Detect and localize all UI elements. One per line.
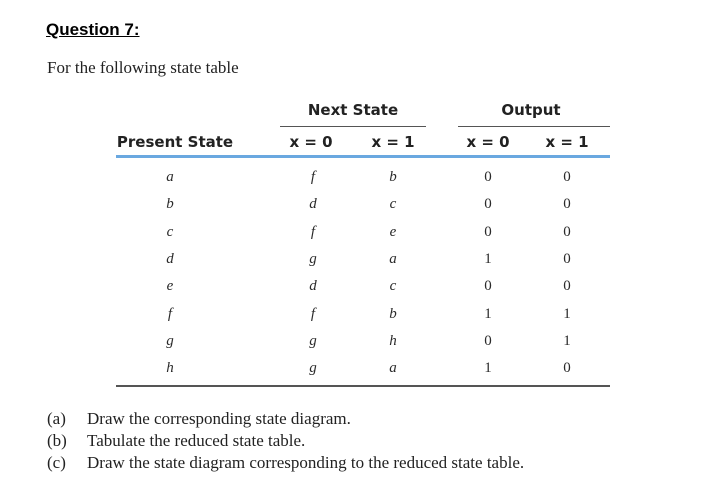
question-b: [47, 431, 305, 451]
output-x0-cell: 0: [484, 169, 492, 185]
output-x1-cell: 0: [563, 360, 571, 377]
output-x0-cell: 0: [484, 196, 492, 213]
present-state-cell: d: [166, 250, 174, 267]
question-a-text: Draw the corresponding state diagram.: [87, 409, 351, 428]
output-x1-cell: 1: [563, 305, 571, 322]
next-state-header: Next State: [307, 101, 399, 119]
intro-text: For the following state table: [47, 58, 239, 77]
next-state-x0-cell: g: [309, 332, 317, 349]
output-x0-cell: 0: [484, 332, 492, 349]
output-x0-cell: 1: [484, 250, 492, 267]
table-bottom-rule: [116, 385, 610, 387]
present-state-cell: g: [166, 332, 174, 349]
out-x0-header: x = 0: [466, 133, 510, 151]
question-a: [47, 409, 351, 429]
next-state-x1-cell: b: [389, 169, 397, 185]
question-b-label: (b): [47, 431, 67, 450]
output-x0-cell: 0: [484, 223, 492, 240]
output-x1-cell: 0: [563, 196, 571, 213]
out-x1-header: x = 1: [545, 133, 589, 151]
output-x1-cell: 1: [563, 332, 571, 349]
header-rule: [116, 155, 610, 158]
question-a-label: (a): [47, 409, 66, 428]
next-state-x0-cell: f: [310, 223, 316, 240]
present-state-cell: f: [167, 305, 173, 322]
output-x0-cell: 1: [484, 360, 492, 377]
next-state-x1-cell: h: [389, 332, 397, 349]
next-state-x0-cell: g: [309, 250, 317, 267]
question-c: [47, 453, 524, 473]
present-state-cell: c: [166, 223, 174, 240]
output-x0-cell: 1: [484, 305, 492, 322]
present-state-cell: a: [166, 169, 174, 185]
next-state-x1-cell: c: [389, 278, 397, 295]
output-header: Output: [501, 101, 561, 119]
question-c-text: Draw the state diagram corresponding to the reduced state table.: [87, 453, 525, 472]
present-state-cell: e: [166, 278, 174, 295]
present-state-header: Present State: [116, 133, 234, 151]
output-x1-cell: 0: [563, 223, 571, 240]
next-state-x0-cell: d: [309, 196, 317, 213]
next-x1-header: x = 1: [371, 133, 415, 151]
next-state-x1-cell: e: [389, 223, 397, 240]
next-state-x1-cell: a: [389, 360, 397, 377]
question-c-label: (c): [47, 453, 66, 472]
next-state-x0-cell: f: [310, 305, 316, 322]
next-state-x0-cell: f: [310, 169, 316, 185]
present-state-cell: h: [166, 360, 174, 377]
output-x1-cell: 0: [563, 169, 571, 185]
question-b-text: Tabulate the reduced state table.: [87, 431, 306, 450]
next-state-x0-cell: d: [309, 278, 317, 295]
next-state-x1-cell: b: [389, 305, 397, 322]
next-state-x0-cell: g: [309, 360, 317, 377]
output-x1-cell: 0: [563, 250, 571, 267]
next-state-x1-cell: c: [389, 196, 397, 213]
next-x0-header: x = 0: [289, 133, 333, 151]
next-state-x1-cell: a: [389, 250, 397, 267]
output-underline: [458, 126, 610, 127]
question-heading: Question 7:: [46, 20, 140, 39]
output-x1-cell: 0: [563, 278, 571, 295]
output-x0-cell: 0: [484, 278, 492, 295]
next-state-underline: [280, 126, 426, 127]
present-state-cell: b: [166, 196, 174, 213]
